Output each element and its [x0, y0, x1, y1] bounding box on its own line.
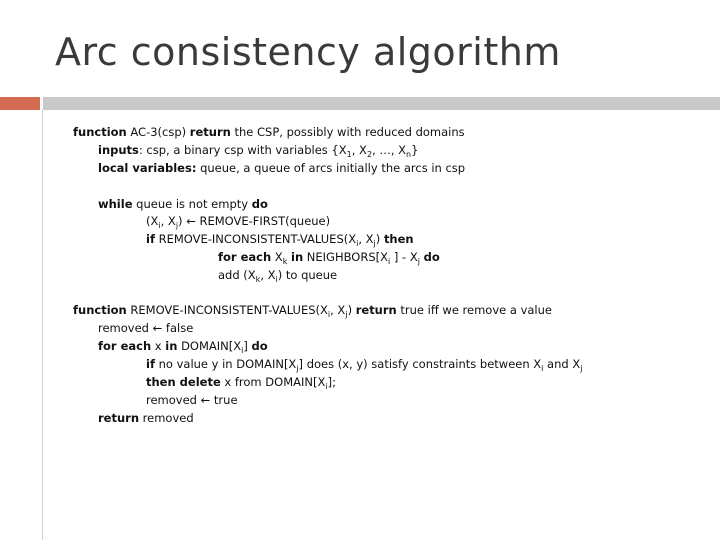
code-text: , …, X: [372, 143, 407, 157]
code-line: [218, 250, 440, 264]
title-underline-bar: [43, 97, 720, 110]
subscript: n: [406, 150, 412, 159]
keyword: then: [383, 232, 414, 246]
code-text: , X: [160, 214, 176, 228]
subscript: 2: [366, 150, 373, 159]
keyword: function: [73, 125, 127, 139]
code-text: removed ← false: [98, 321, 194, 335]
code-text: the CSP, possibly with reduced domains: [230, 125, 465, 139]
code-text: ]: [243, 339, 252, 353]
keyword: function: [73, 303, 127, 317]
code-text: no value y in DOMAIN[X: [154, 357, 297, 371]
code-line: [146, 393, 238, 407]
keyword: if: [146, 357, 155, 371]
code-line: [146, 375, 336, 389]
code-text: true iff we remove a value: [396, 303, 552, 317]
subscript: i: [241, 346, 244, 355]
subscript: i: [327, 310, 331, 319]
keyword: do: [251, 339, 268, 353]
subscript: j: [296, 364, 299, 373]
code-text: x: [151, 339, 166, 353]
subscript: k: [282, 257, 288, 266]
keyword: do: [423, 250, 440, 264]
code-text: DOMAIN[X: [177, 339, 242, 353]
code-text: , X: [330, 303, 346, 317]
keyword: local variables:: [98, 161, 197, 175]
code-text: ];: [327, 375, 336, 389]
code-text: add (X: [218, 268, 256, 282]
code-text: ) ← REMOVE-FIRST(queue): [178, 214, 331, 228]
code-line: [146, 214, 330, 228]
code-text: }: [411, 143, 419, 157]
code-line: [146, 232, 414, 246]
keyword: for each: [218, 250, 272, 264]
keyword: in: [165, 339, 178, 353]
code-line: [146, 357, 582, 371]
code-text: removed: [139, 411, 194, 425]
code-line: [218, 268, 337, 282]
code-text: ) to queue: [277, 268, 338, 282]
code-text: , X: [358, 232, 374, 246]
code-text: queue is not empty: [132, 197, 252, 211]
code-text: ): [375, 232, 384, 246]
keyword: do: [251, 197, 268, 211]
subscript: j: [417, 257, 420, 266]
code-text: ): [347, 303, 356, 317]
slide-title: Arc consistency algorithm: [55, 30, 561, 74]
code-text: REMOVE-INCONSISTENT-VALUES(X: [126, 303, 328, 317]
code-text: , X: [260, 268, 276, 282]
code-text: (X: [146, 214, 159, 228]
subscript: j: [175, 221, 179, 230]
code-text: AC-3(csp): [126, 125, 190, 139]
keyword: if: [146, 232, 155, 246]
code-line: [98, 161, 465, 175]
accent-bar: [0, 97, 40, 110]
subscript: j: [345, 310, 348, 319]
code-text: and X: [543, 357, 581, 371]
keyword: in: [291, 250, 304, 264]
subscript: 1: [346, 150, 352, 159]
code-line: [73, 125, 465, 139]
code-line: [73, 303, 552, 317]
code-text: x from DOMAIN[X: [220, 375, 326, 389]
subscript: i: [388, 257, 391, 266]
code-text: , X: [351, 143, 367, 157]
subscript: k: [255, 275, 261, 284]
code-line: [98, 321, 193, 335]
code-text: removed ← true: [146, 393, 238, 407]
keyword: inputs: [98, 143, 139, 157]
subscript: i: [356, 239, 359, 248]
code-text: NEIGHBORS[X: [303, 250, 389, 264]
keyword: return: [189, 125, 231, 139]
keyword: return: [98, 411, 140, 425]
subscript: i: [541, 364, 544, 373]
code-line: [98, 411, 194, 425]
subscript: i: [325, 382, 328, 391]
keyword: return: [355, 303, 397, 317]
code-line: [98, 339, 268, 353]
code-text: : csp, a binary csp with variables {X: [138, 143, 347, 157]
code-text: ] does (x, y) satisfy constraints between X: [298, 357, 542, 371]
keyword: while: [98, 197, 133, 211]
keyword: for each: [98, 339, 152, 353]
code-text: ] - X: [390, 250, 418, 264]
code-text: REMOVE-INCONSISTENT-VALUES(X: [154, 232, 357, 246]
left-vertical-rule: [42, 110, 43, 540]
code-line: [98, 143, 418, 157]
subscript: i: [275, 275, 278, 284]
code-line: [98, 197, 268, 211]
code-text: X: [271, 250, 283, 264]
keyword: then delete: [146, 375, 221, 389]
code-text: queue, a queue of arcs initially the arcs in csp: [196, 161, 466, 175]
subscript: i: [158, 221, 161, 230]
subscript: j: [373, 239, 376, 248]
subscript: j: [580, 364, 583, 373]
